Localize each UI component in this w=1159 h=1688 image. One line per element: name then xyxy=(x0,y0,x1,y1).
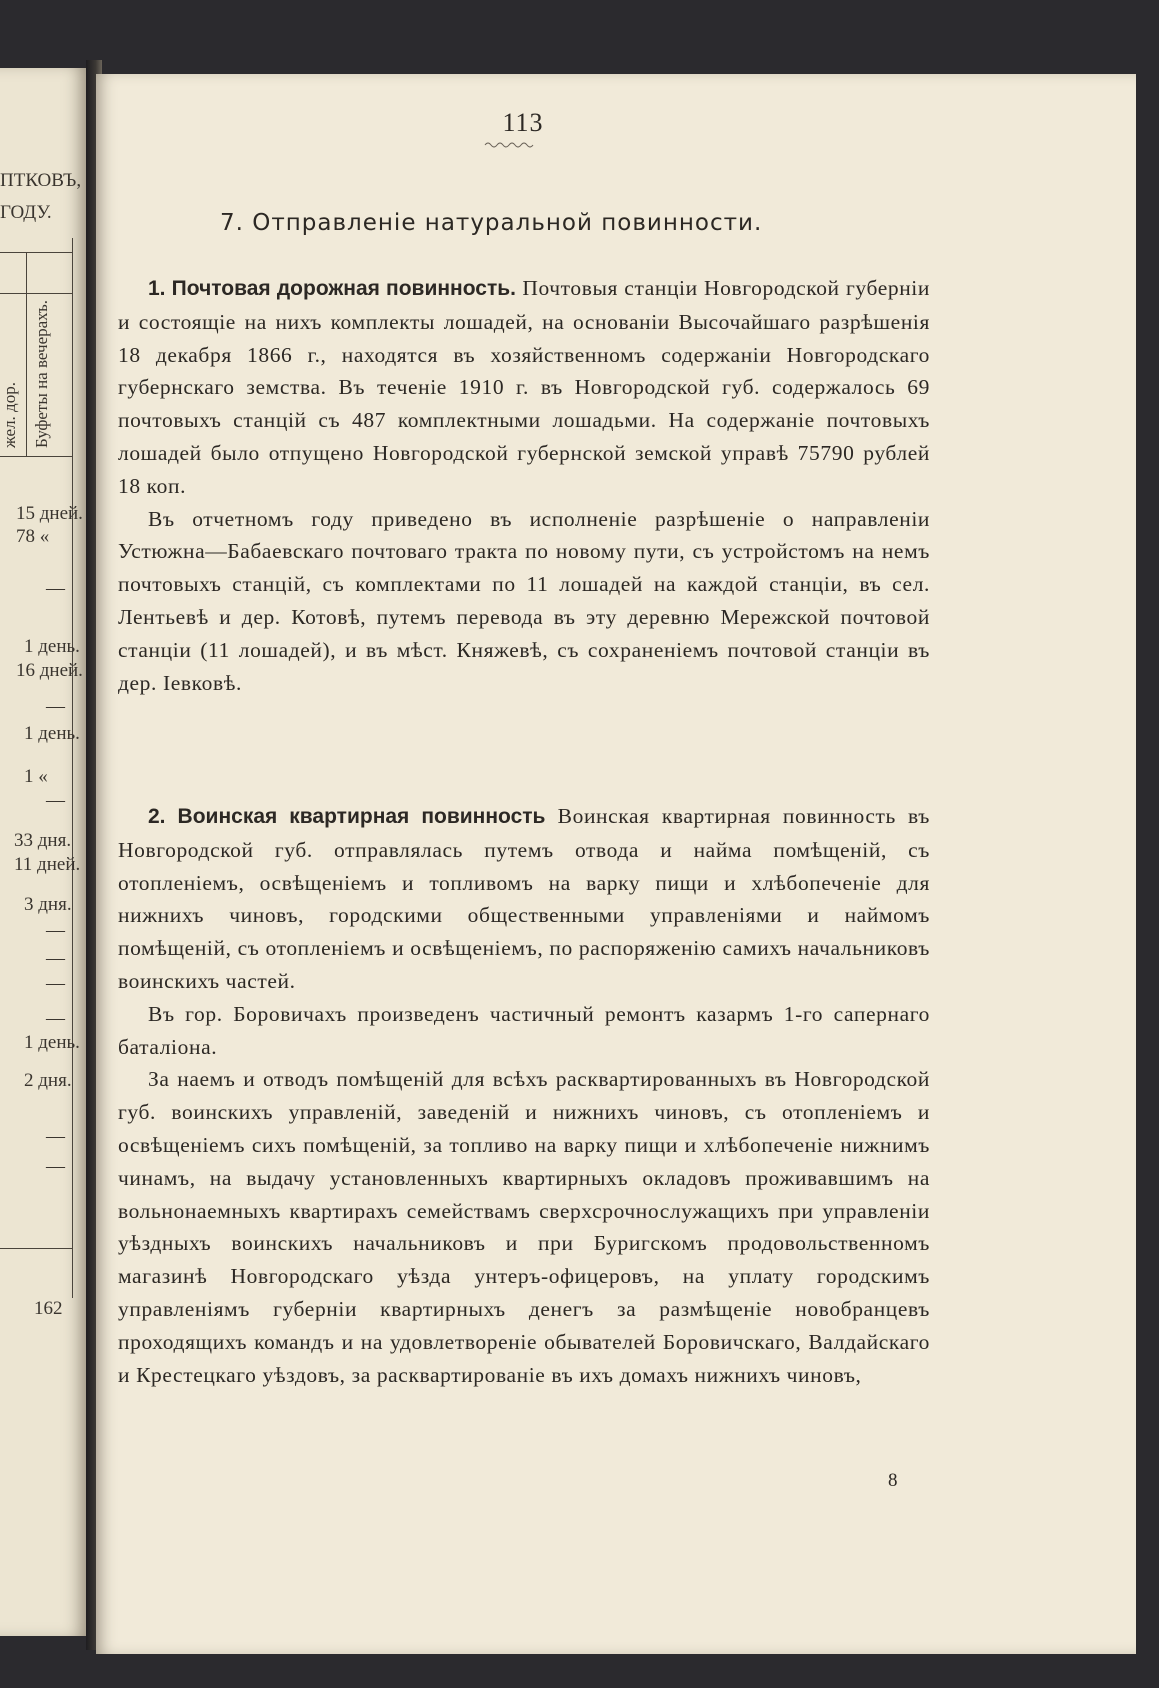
paragraph-text: Воинская квартирная повинность въ Новгородской губ. отправлялась путемъ отвода и найма помѣщеній, съ отопленіемъ, освѣщеніемъ и топливомъ на варку пищи и хлѣбопеченіе для нижнихъ чиновъ, городскими общественными управленіями и наймомъ помѣщеній, съ отопленіемъ и освѣщеніемъ, по распоряженію самихъ начальниковъ воинскихъ частей. xyxy=(118,804,930,993)
left-entry: 1 « xyxy=(24,766,48,787)
left-entry: — xyxy=(46,1126,65,1147)
left-entry: 2 дня. xyxy=(24,1070,72,1091)
left-entry: 11 дней. xyxy=(14,854,81,875)
left-entry: 3 дня. xyxy=(24,894,72,915)
left-col-header: жел. дор. xyxy=(0,382,19,448)
left-table-rule xyxy=(0,293,72,294)
left-entry: — xyxy=(46,696,65,717)
left-entry: — xyxy=(46,1008,65,1029)
left-entry: — xyxy=(46,790,65,811)
left-top-line-1: ПТКОВЪ, xyxy=(0,170,82,191)
page-number-ornament xyxy=(484,141,534,149)
left-entry: 33 дня. xyxy=(14,830,72,851)
left-table-rule xyxy=(0,456,72,457)
page-number: 113 xyxy=(502,108,544,137)
paragraph-lead: 1. Почтовая дорожная повинность. xyxy=(148,277,516,300)
paragraph: За наемъ и отводъ помѣщеній для всѣхъ расквартированныхъ въ Новгородской губ. воинскихъ управленій, заведеній и нижнихъ чиновъ, съ отопленіемъ и освѣщеніемъ сихъ помѣщеній, за топливо на варку пищи и хлѣбопеченіе нижнимъ чинамъ, на выдачу установленныхъ квартирныхъ окладовъ проживавшимъ на вольнонаемныхъ квартирахъ семействамъ сверхсрочнослужащихъ при управленіи уѣздныхъ воинскихъ начальниковъ и при Буригскомъ продовольственномъ магазинѣ Новгородскаго уѣзда унтеръ-офицеровъ, на уплату городскимъ управленіямъ губерніи квартирныхъ денегъ за размѣщеніе новобранцевъ проходящихъ командъ и на удовлетвореніе обывателей Боровичскаго, Валдайскаго и Крестецкаго уѣздовъ, за расквартированіе въ ихъ домахъ нижнихъ чиновъ, xyxy=(118,1067,930,1387)
section-title: 7. Отправленіе натуральной повинности. xyxy=(220,210,763,236)
left-entry: 16 дней. xyxy=(16,660,83,681)
body-text xyxy=(118,800,930,1391)
left-entry: — xyxy=(46,920,65,941)
left-top-line-2: ГОДУ. xyxy=(0,202,52,223)
left-entry: 1 день. xyxy=(24,723,80,744)
left-entry: — xyxy=(46,973,65,994)
left-entry: 162 xyxy=(34,1298,63,1319)
left-table-rule xyxy=(0,252,72,253)
paragraph-military-duty xyxy=(118,800,930,998)
signature-mark: 8 xyxy=(888,1470,898,1491)
left-entry: — xyxy=(46,1156,65,1177)
paragraph: Въ гор. Боровичахъ произведенъ частичный ремонтъ казармъ 1-го сапернаго баталіона. xyxy=(118,1001,930,1059)
left-entry: 78 « xyxy=(16,526,50,547)
paragraph-postal-duty xyxy=(118,272,930,503)
paragraph-lead: 2. Воинская квартирная повинность xyxy=(148,805,546,828)
left-entry: — xyxy=(46,578,65,599)
left-col-header: Буфеты на вечерахъ. xyxy=(32,299,51,448)
left-table-divider xyxy=(26,252,27,456)
paragraph: Въ отчетномъ году приведено въ исполненіе разрѣшеніе о направленіи Устюжна—Бабаевскаго почтоваго тракта по новому пути, съ устройстомъ на немъ почтовыхъ станцій, съ комплектами по 11 лошадей на каждой станціи, въ сел. Лентьевѣ и дер. Котовѣ, путемъ перевода въ эту деревню Мережской почтовой станціи (11 лошадей), и въ мѣст. Княжевѣ, съ сохраненіемъ почтовой станціи въ дер. Іевковѣ. xyxy=(118,506,930,695)
paragraph-text: Почтовыя станціи Новгородской губерніи и состоящіе на нихъ комплекты лошадей, на основаніи Высочайшаго разрѣшенія 18 декабря 1866 г., находятся въ хозяйственномъ содержаніи Новгородскаго губернскаго земства. Въ теченіе 1910 г. въ Новгородской губ. содержалось 69 почтовыхъ станцій съ 487 комплектными лошадьми. На содержаніе почтовыхъ лошадей было отпущено Новгородской губернской земской управѣ 75790 рублей 18 коп. xyxy=(118,276,930,498)
body-text xyxy=(118,272,930,699)
left-entry: — xyxy=(46,948,65,969)
left-entry: 1 день. xyxy=(24,1032,80,1053)
left-table-divider xyxy=(72,238,73,1298)
left-entry: 1 день. xyxy=(24,636,80,657)
left-table-rule xyxy=(0,1248,72,1249)
left-entry: 15 дней. xyxy=(16,503,83,524)
previous-page-edge xyxy=(0,68,88,1636)
